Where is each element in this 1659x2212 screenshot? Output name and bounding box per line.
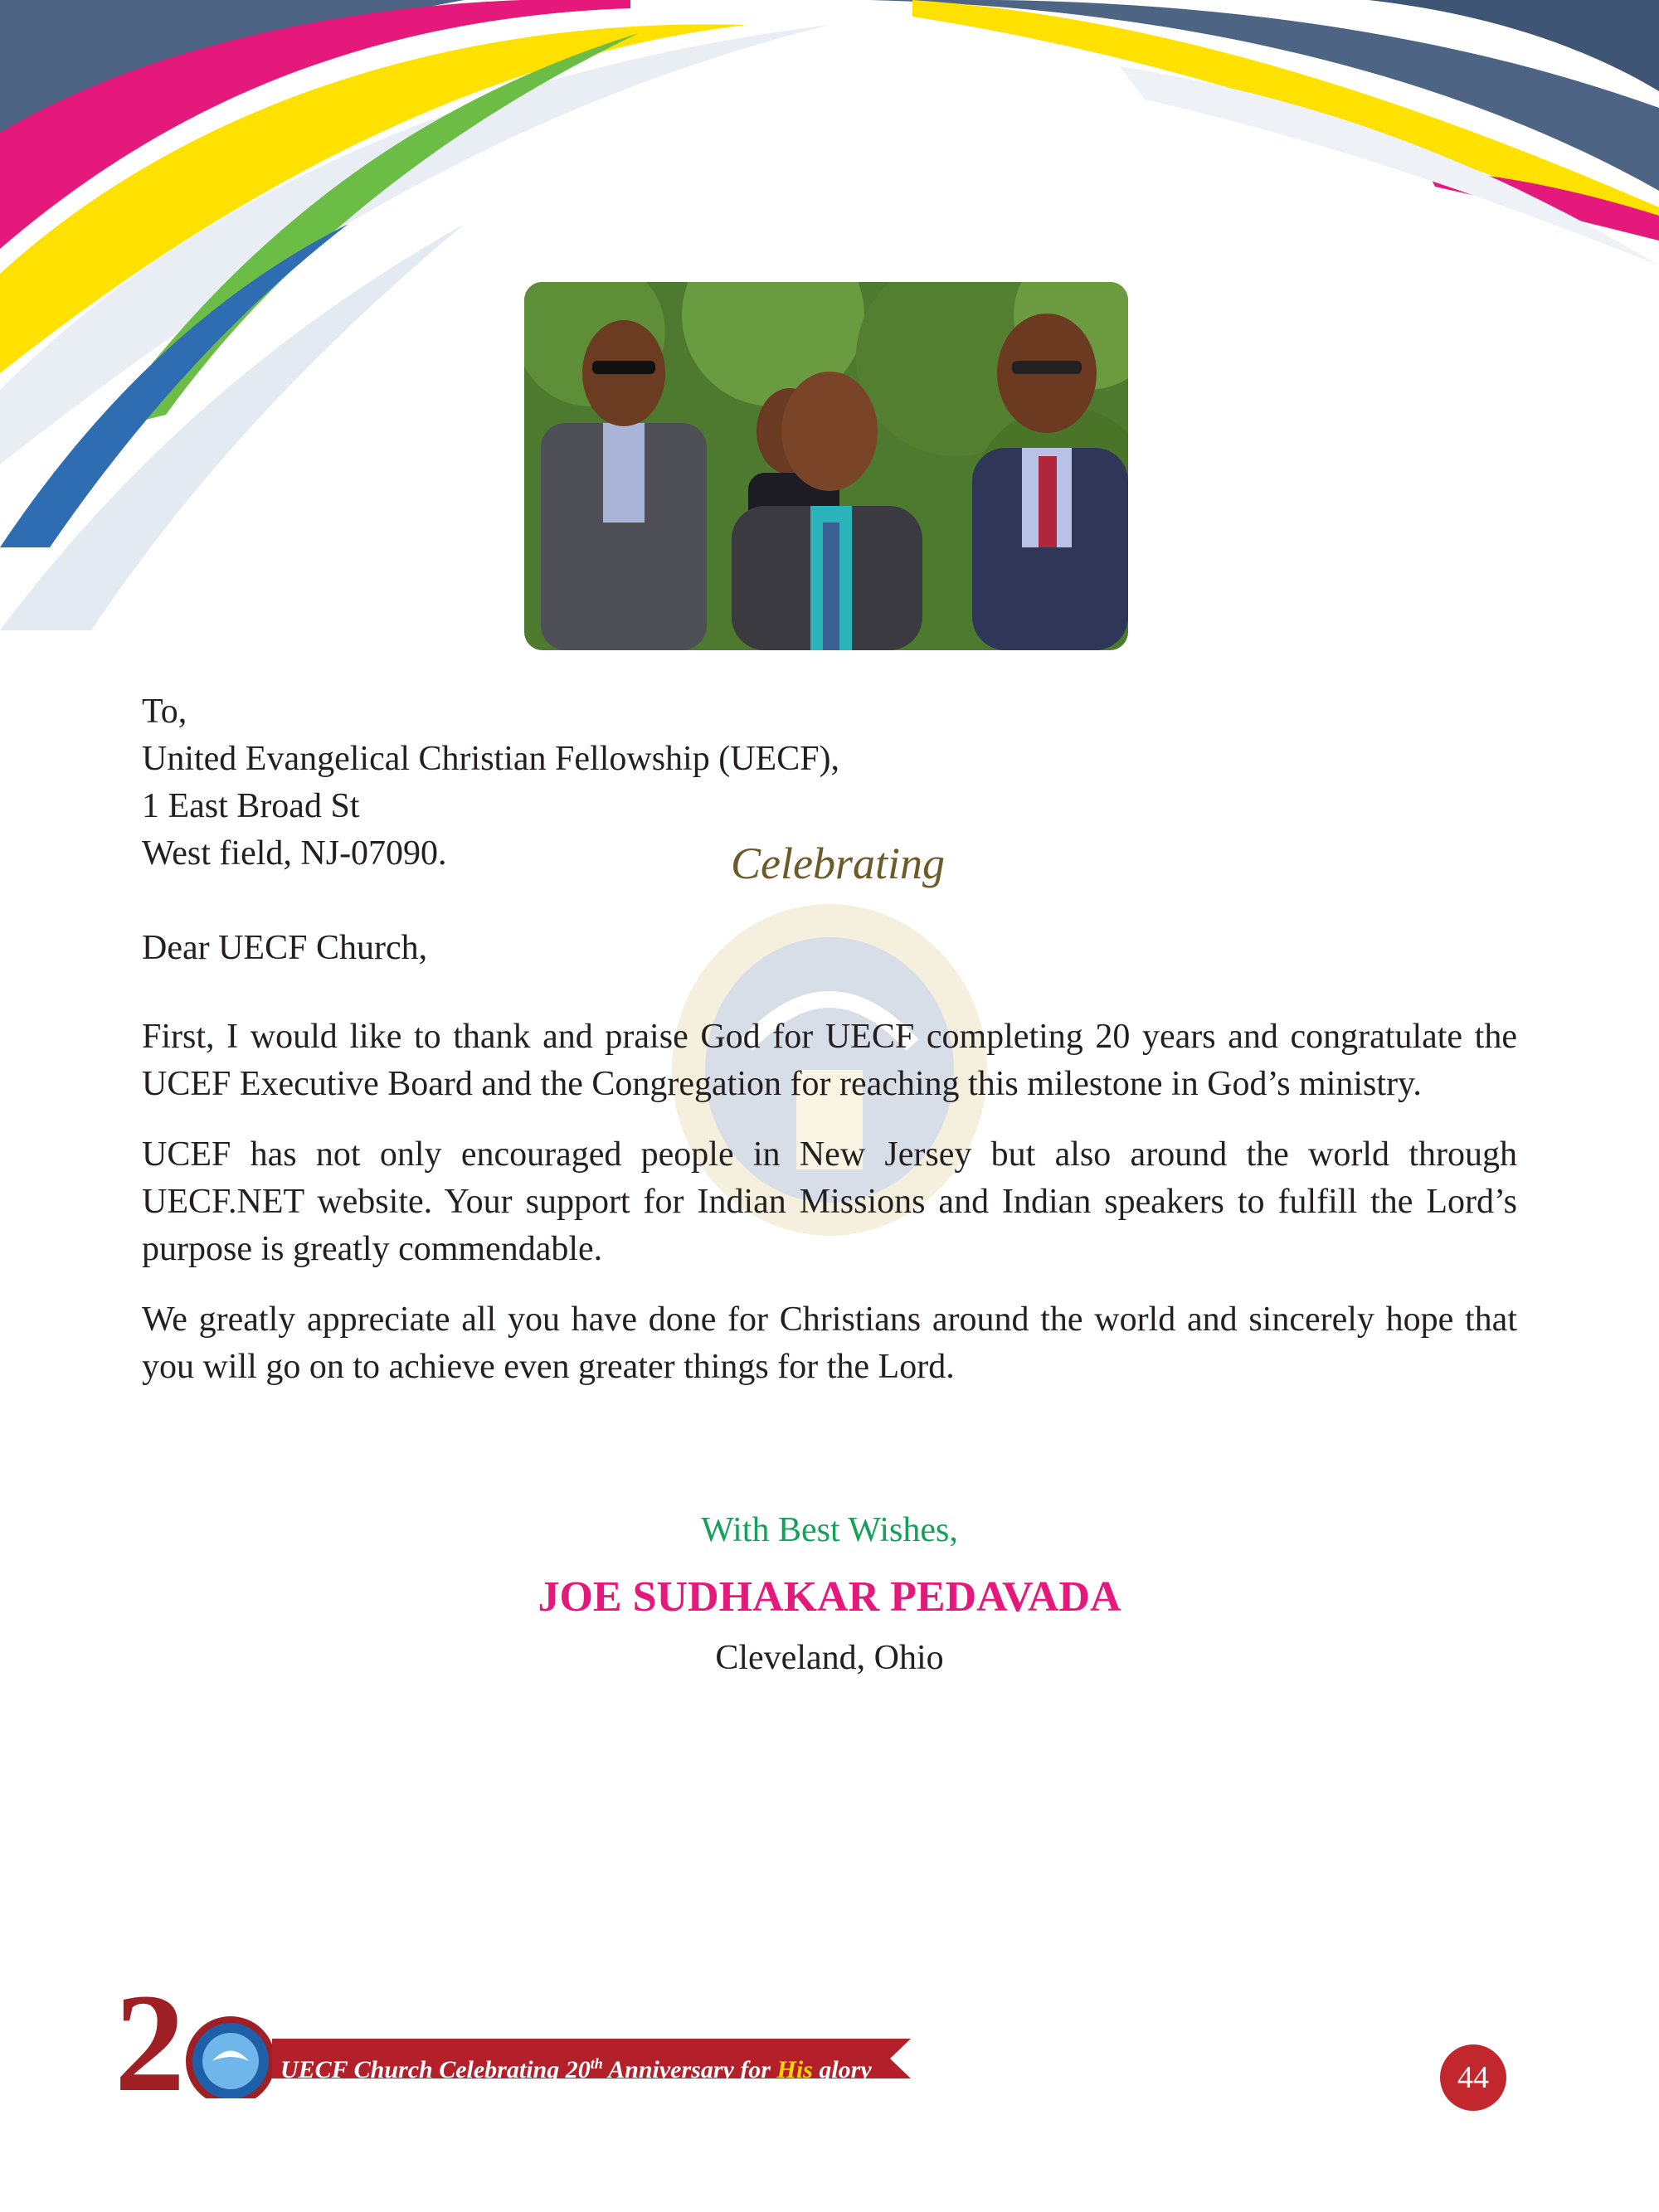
paragraph-1: First, I would like to thank and praise God for UECF completing 20 years and congratulate the UCEF Executive Board and the Congregation for reaching this milestone in God’s ministry. bbox=[142, 1018, 1517, 1103]
paragraph-2: UCEF has not only encouraged people in New Jersey but also around the world through UECF.NET website. Your support for Indian Missions and Indian speakers to fulfill the Lord’s purpose is greatly commendable. bbox=[142, 1135, 1517, 1268]
signer-name: JOE SUDHAKAR PEDAVADA bbox=[538, 1573, 1121, 1621]
banner-his: His bbox=[776, 2056, 813, 2083]
banner-suffix: glory bbox=[812, 2056, 872, 2083]
svg-text:2: 2 bbox=[114, 1982, 185, 2098]
banner-mid: Anniversary for bbox=[602, 2056, 777, 2083]
page-number-badge: 44 bbox=[1440, 2044, 1506, 2111]
closing-wishes: With Best Wishes, bbox=[701, 1511, 958, 1549]
anniversary-banner bbox=[280, 2055, 878, 2084]
signer-location: Cleveland, Ohio bbox=[715, 1639, 944, 1677]
banner-sup: th bbox=[590, 2055, 603, 2072]
banner-prefix: UECF Church Celebrating 20 bbox=[280, 2056, 591, 2083]
photo-illustration bbox=[524, 282, 1128, 650]
recipient-address bbox=[142, 688, 1517, 878]
family-photo bbox=[524, 282, 1128, 650]
address-city: West field, NJ-07090. bbox=[142, 834, 447, 873]
letter-body bbox=[142, 688, 1517, 1391]
salutation: Dear UECF Church, bbox=[142, 929, 428, 967]
closing-block bbox=[0, 1505, 1659, 1683]
paragraph-3: We greatly appreciate all you have done for Christians around the world and sincerely hope that you will go on to achieve even greater things for the Lord. bbox=[142, 1300, 1517, 1386]
address-organization: United Evangelical Christian Fellowship (UECF), bbox=[142, 740, 840, 778]
address-to: To, bbox=[142, 693, 187, 731]
watermark-script: Celebrating bbox=[731, 839, 945, 888]
address-street: 1 East Broad St bbox=[142, 787, 360, 825]
